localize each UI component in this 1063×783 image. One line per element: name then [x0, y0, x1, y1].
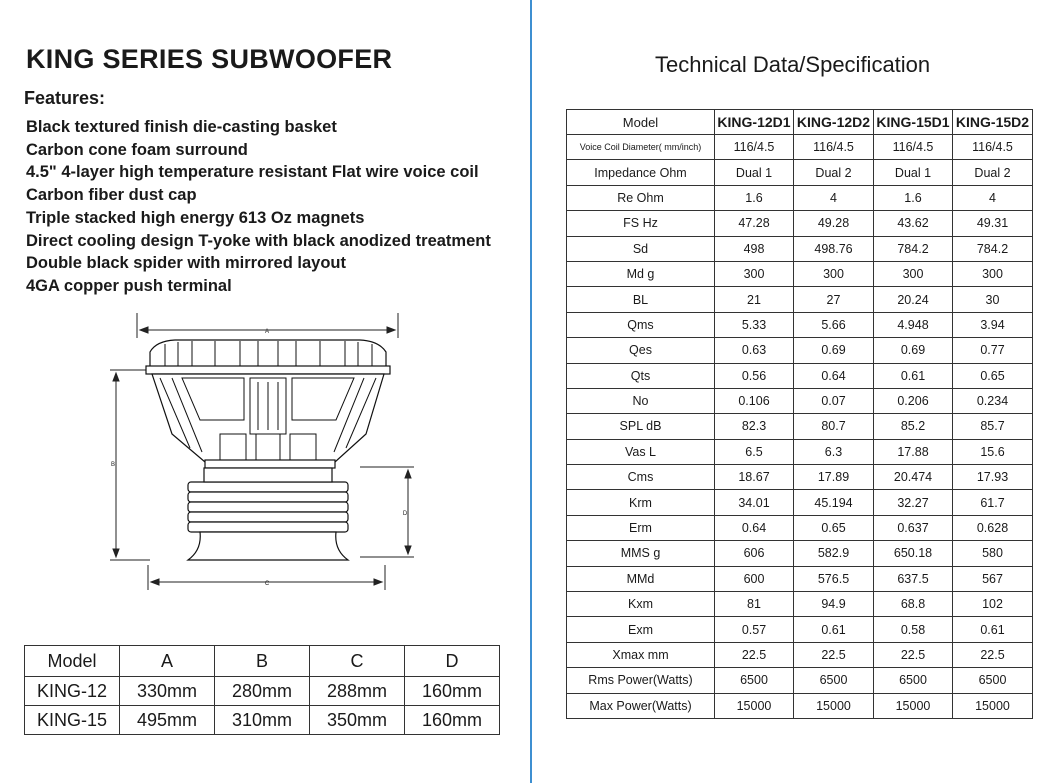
dimension-label-b: B [110, 462, 116, 468]
table-cell: 310mm [215, 706, 310, 735]
table-cell: 45.194 [794, 490, 874, 515]
table-row [567, 541, 1033, 566]
table-cell: 300 [874, 261, 953, 286]
page-title: KING SERIES SUBWOOFER [26, 44, 393, 74]
table-cell: 17.93 [953, 465, 1033, 490]
table-cell: 6500 [715, 668, 794, 693]
table-cell: Vas L [567, 439, 715, 464]
table-row [567, 135, 1033, 160]
features-list [26, 116, 491, 298]
table-cell: 0.57 [715, 617, 794, 642]
table-cell: 160mm [405, 706, 500, 735]
table-cell: 0.65 [794, 515, 874, 540]
table-cell: 1.6 [715, 185, 794, 210]
table-row [567, 592, 1033, 617]
table-cell: 17.89 [794, 465, 874, 490]
table-cell: Kxm [567, 592, 715, 617]
table-cell: 0.64 [794, 363, 874, 388]
table-row [567, 312, 1033, 337]
table-cell: 498.76 [794, 236, 874, 261]
spec-table [566, 109, 1033, 719]
table-row [567, 642, 1033, 667]
table-row [567, 465, 1033, 490]
table-cell: 160mm [405, 677, 500, 706]
table-row [567, 617, 1033, 642]
spec-title: Technical Data/Specification [655, 52, 931, 77]
dimension-label-a: A [264, 329, 270, 335]
table-cell: 0.61 [953, 617, 1033, 642]
table-row [567, 185, 1033, 210]
table-cell: 116/4.5 [794, 135, 874, 160]
feature-item: Black textured finish die-casting basket [26, 118, 337, 136]
table-cell: 80.7 [794, 414, 874, 439]
table-cell: Voice Coil Diameter( mm/inch) [567, 135, 715, 160]
table-cell: 116/4.5 [715, 135, 794, 160]
table-cell: 68.8 [874, 592, 953, 617]
table-cell: 6.3 [794, 439, 874, 464]
dimension-table [24, 645, 500, 735]
table-cell: KING-15 [25, 706, 120, 735]
table-cell: 637.5 [874, 566, 953, 591]
table-cell: 15000 [874, 693, 953, 718]
table-header-cell: A [120, 646, 215, 677]
feature-item: Carbon fiber dust cap [26, 186, 197, 205]
table-cell: 116/4.5 [953, 135, 1033, 160]
table-cell: 49.31 [953, 211, 1033, 236]
table-cell: 0.65 [953, 363, 1033, 388]
table-cell: 0.234 [953, 388, 1033, 413]
table-cell: 22.5 [794, 642, 874, 667]
table-cell: 81 [715, 592, 794, 617]
column-divider [530, 0, 532, 783]
table-header-cell: KING-15D1 [874, 110, 953, 135]
table-cell: 17.88 [874, 439, 953, 464]
table-cell: No [567, 388, 715, 413]
table-cell: 82.3 [715, 414, 794, 439]
table-cell: 0.64 [715, 515, 794, 540]
table-cell: 600 [715, 566, 794, 591]
table-row [567, 160, 1033, 185]
table-cell: Exm [567, 617, 715, 642]
table-cell: 3.94 [953, 312, 1033, 337]
subwoofer-diagram [100, 308, 420, 598]
table-cell: 4 [794, 185, 874, 210]
table-cell: Cms [567, 465, 715, 490]
table-row [25, 706, 500, 735]
feature-item: Direct cooling design T-yoke with black anodized treatment [26, 231, 491, 250]
table-cell: 582.9 [794, 541, 874, 566]
feature-item: Double black spider with mirrored layout [26, 254, 346, 273]
table-cell: 15000 [794, 693, 874, 718]
table-header-cell: B [215, 646, 310, 677]
table-row [567, 439, 1033, 464]
table-row [567, 287, 1033, 312]
table-cell: 49.28 [794, 211, 874, 236]
table-cell: Dual 2 [953, 160, 1033, 185]
table-cell: 280mm [215, 677, 310, 706]
table-cell: Impedance Ohm [567, 160, 715, 185]
table-cell: 330mm [120, 677, 215, 706]
table-header-cell: KING-12D1 [715, 110, 794, 135]
table-cell: Max Power(Watts) [567, 693, 715, 718]
table-row [567, 515, 1033, 540]
table-cell: 0.77 [953, 338, 1033, 363]
table-cell: Qts [567, 363, 715, 388]
table-cell: 0.106 [715, 388, 794, 413]
table-cell: 102 [953, 592, 1033, 617]
table-cell: 4 [953, 185, 1033, 210]
table-cell: BL [567, 287, 715, 312]
table-row [567, 668, 1033, 693]
table-cell: SPL dB [567, 414, 715, 439]
table-cell: KING-12 [25, 677, 120, 706]
table-cell: Rms Power(Watts) [567, 668, 715, 693]
table-cell: 0.61 [794, 617, 874, 642]
table-cell: 5.33 [715, 312, 794, 337]
table-cell: 0.58 [874, 617, 953, 642]
feature-item: Carbon cone foam surround [26, 140, 248, 159]
table-row [567, 236, 1033, 261]
table-cell: 20.24 [874, 287, 953, 312]
table-cell: 21 [715, 287, 794, 312]
table-cell: 116/4.5 [874, 135, 953, 160]
table-cell: 0.206 [874, 388, 953, 413]
table-cell: Sd [567, 236, 715, 261]
table-cell: 4.948 [874, 312, 953, 337]
table-header-cell: KING-12D2 [794, 110, 874, 135]
feature-item: 4GA copper push terminal [26, 276, 232, 295]
table-header-cell: D [405, 646, 500, 677]
dimension-label-d: D [402, 511, 408, 517]
table-cell: 6500 [953, 668, 1033, 693]
table-cell: Krm [567, 490, 715, 515]
table-cell: MMS g [567, 541, 715, 566]
table-cell: Dual 1 [874, 160, 953, 185]
table-cell: 5.66 [794, 312, 874, 337]
table-cell: 22.5 [715, 642, 794, 667]
table-cell: 300 [715, 261, 794, 286]
table-cell: 576.5 [794, 566, 874, 591]
table-cell: 85.2 [874, 414, 953, 439]
table-cell: 22.5 [874, 642, 953, 667]
table-cell: 34.01 [715, 490, 794, 515]
table-cell: 606 [715, 541, 794, 566]
table-cell: 27 [794, 287, 874, 312]
table-cell: 0.628 [953, 515, 1033, 540]
table-cell: 498 [715, 236, 794, 261]
table-header-row [25, 646, 500, 677]
table-cell: 30 [953, 287, 1033, 312]
table-cell: 350mm [310, 706, 405, 735]
table-cell: 495mm [120, 706, 215, 735]
table-cell: Qms [567, 312, 715, 337]
table-cell: 20.474 [874, 465, 953, 490]
table-cell: 22.5 [953, 642, 1033, 667]
table-cell: 1.6 [874, 185, 953, 210]
table-row [567, 693, 1033, 718]
table-cell: 15.6 [953, 439, 1033, 464]
table-cell: 300 [953, 261, 1033, 286]
table-cell: Xmax mm [567, 642, 715, 667]
table-cell: 0.07 [794, 388, 874, 413]
table-cell: Dual 1 [715, 160, 794, 185]
dimension-label-c: C [264, 581, 270, 587]
table-header-row [567, 110, 1033, 135]
table-cell: Erm [567, 515, 715, 540]
table-cell: MMd [567, 566, 715, 591]
table-row [567, 566, 1033, 591]
feature-item: 4.5" 4-layer high temperature resistant Flat wire voice coil [26, 163, 479, 182]
table-cell: 32.27 [874, 490, 953, 515]
table-row [567, 261, 1033, 286]
table-cell: Md g [567, 261, 715, 286]
table-row [567, 211, 1033, 236]
table-row [567, 490, 1033, 515]
table-header-cell: Model [25, 646, 120, 677]
table-cell: 0.69 [794, 338, 874, 363]
table-row [567, 388, 1033, 413]
table-cell: 784.2 [874, 236, 953, 261]
table-cell: 47.28 [715, 211, 794, 236]
table-cell: 288mm [310, 677, 405, 706]
table-cell: 0.69 [874, 338, 953, 363]
table-cell: 85.7 [953, 414, 1033, 439]
table-cell: 6.5 [715, 439, 794, 464]
table-cell: 567 [953, 566, 1033, 591]
table-cell: Re Ohm [567, 185, 715, 210]
table-row [567, 414, 1033, 439]
table-cell: 6500 [874, 668, 953, 693]
table-cell: 15000 [953, 693, 1033, 718]
table-cell: 784.2 [953, 236, 1033, 261]
table-header-cell: C [310, 646, 405, 677]
table-cell: 0.56 [715, 363, 794, 388]
table-cell: 0.61 [874, 363, 953, 388]
table-cell: 61.7 [953, 490, 1033, 515]
table-cell: Dual 2 [794, 160, 874, 185]
table-cell: FS Hz [567, 211, 715, 236]
table-row [25, 677, 500, 706]
table-cell: 94.9 [794, 592, 874, 617]
features-heading: Features: [24, 88, 106, 108]
table-header-cell: Model [567, 110, 715, 135]
table-cell: 43.62 [874, 211, 953, 236]
table-row [567, 338, 1033, 363]
table-cell: 0.63 [715, 338, 794, 363]
table-cell: 300 [794, 261, 874, 286]
table-cell: 18.67 [715, 465, 794, 490]
table-cell: Qes [567, 338, 715, 363]
feature-item: Triple stacked high energy 613 Oz magnets [26, 208, 365, 227]
table-cell: 6500 [794, 668, 874, 693]
table-cell: 650.18 [874, 541, 953, 566]
table-row [567, 363, 1033, 388]
table-cell: 0.637 [874, 515, 953, 540]
table-cell: 15000 [715, 693, 794, 718]
table-cell: 580 [953, 541, 1033, 566]
table-header-cell: KING-15D2 [953, 110, 1033, 135]
